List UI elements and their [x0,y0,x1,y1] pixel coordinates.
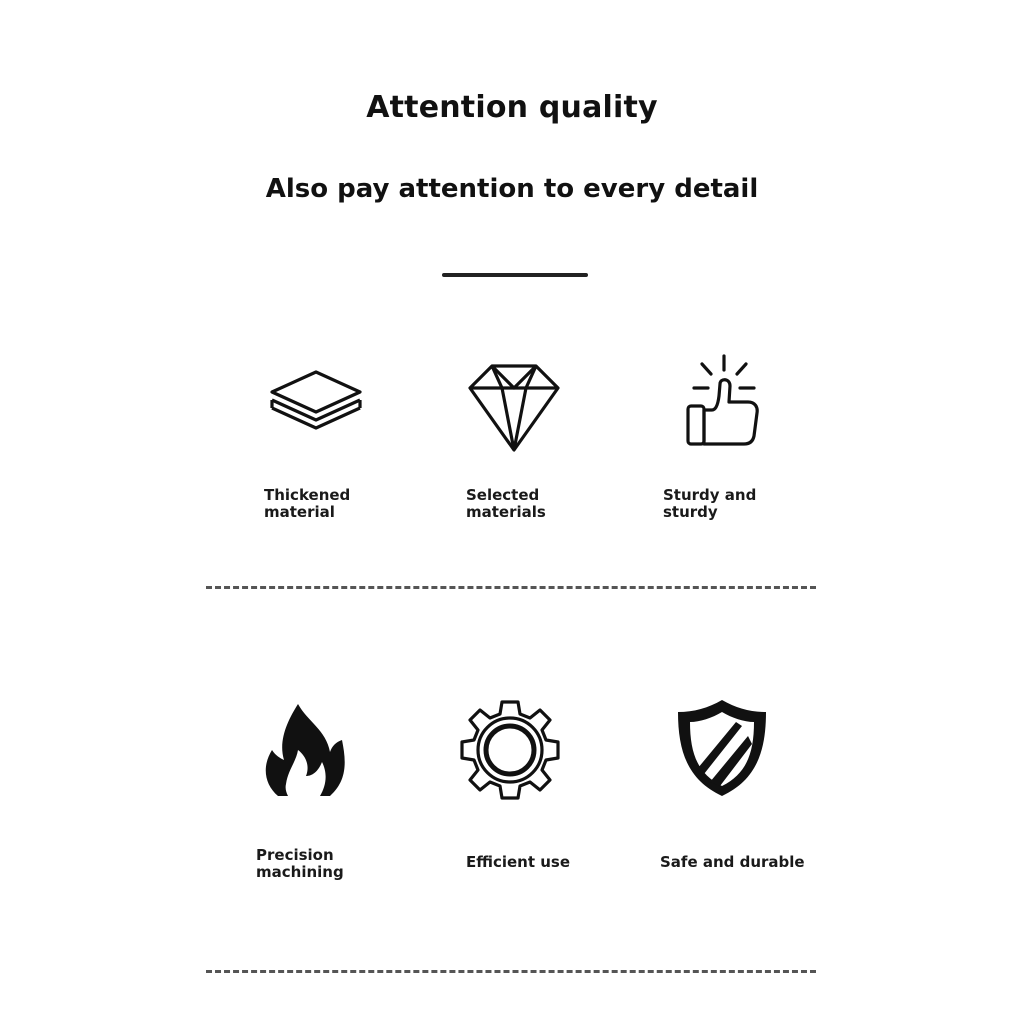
dashed-divider-bottom [206,970,816,973]
gear-icon [458,698,562,802]
feature-label-precision-machining: Precision machining [256,846,344,881]
thumbs-up-icon [672,352,776,456]
layers-icon [264,356,368,460]
flame-icon [252,700,356,804]
dashed-divider-top [206,586,816,589]
feature-label-sturdy: Sturdy and sturdy [663,486,757,521]
feature-label-selected-materials: Selected materials [466,486,546,521]
feature-label-safe-and-durable: Safe and durable [660,853,805,871]
feature-label-thickened-material: Thickened material [264,486,351,521]
feature-label-efficient-use: Efficient use [466,853,571,871]
diamond-icon [462,356,566,460]
shield-icon [670,696,774,800]
accent-underline [442,273,588,277]
page-subtitle: Also pay attention to every detail [265,174,759,204]
page-title: Attention quality [366,90,658,125]
